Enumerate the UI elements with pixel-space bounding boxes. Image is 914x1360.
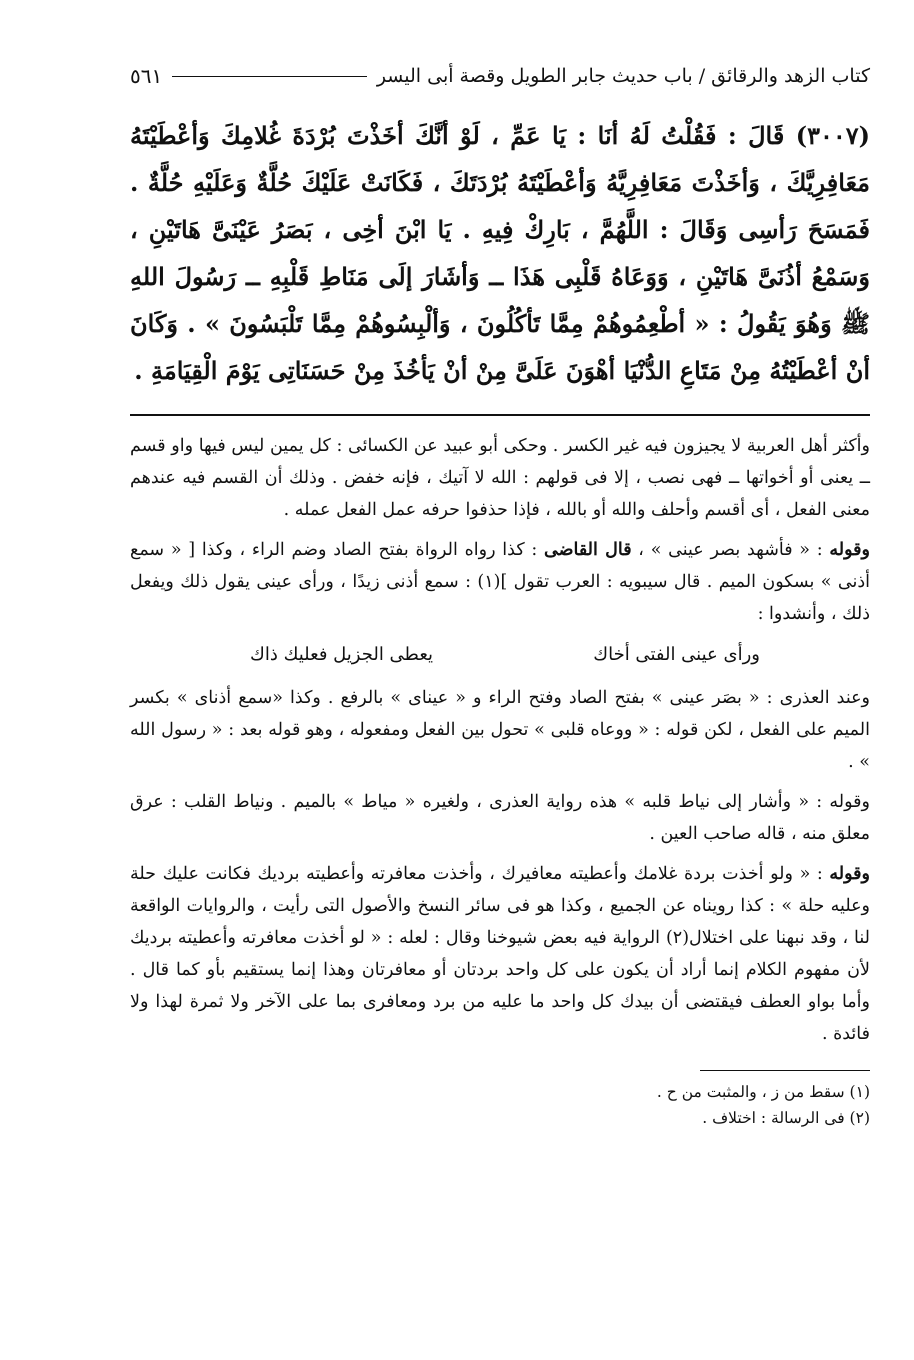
section-divider xyxy=(130,414,870,416)
running-header xyxy=(130,56,870,96)
verse-second-hemistich: يعطى الجزيل فعليك ذاك xyxy=(250,644,434,665)
footnote-rule xyxy=(700,1070,870,1071)
commentary xyxy=(130,430,870,1050)
hadith-text: (٣٠٠٧) قَالَ : فَقُلْتُ لَهُ أنَا : يَا عَمِّ ، لَوْ أنَّكَ أخَذْتَ بُرْدَةَ غُلامِكَ وَأعْطَيْتَهُ مَعَافِرِيَّكَ ، وَأخَذْتَ مَعَافِرِيَّهُ وَأعْطَيْتَهُ بُرْدَتَكَ ، فَكَانَتْ عَلَيْكَ حُلَّةٌ وَعَلَيْهِ حُلَّةٌ . فَمَسَحَ رَأسِى وَقَالَ : اللَّهُمَّ ، بَارِكْ فِيهِ . يَا ابْنَ أخِى ، بَصَرُ عَيْنَىَّ هَاتَيْنِ ، وَسَمْعُ أذُنَىَّ هَاتَيْنِ ، وَوَعَاهُ قَلْبِى هَذَا ــ وَأشَارَ إلَى مَنَاطِ قَلْبِهِ ــ رَسُولَ اللهِ ﷺ وَهُوَ يَقُولُ : « أطْعِمُوهُمْ مِمَّا تَأكُلُونَ ، وَألْبِسُوهُمْ مِمَّا تَلْبَسُونَ » . وَكَانَ أنْ أعْطَيْتُهُ مِنْ مَتَاعِ الدُّنْيَا أهْوَنَ عَلَىَّ مِنْ أنْ يَأخُذَ مِنْ حَسَنَاتِى يَوْمَ الْقِيَامَةِ . xyxy=(130,121,870,385)
commentary-paragraph: وأكثر أهل العربية لا يجيزون فيه غير الكسر . وحكى أبو عبيد عن الكسائى : كل يمين ليس فيها واو قسم ــ يعنى أو أخواتها ــ فهى نصب ، إلا فى قولهم : الله لا آتيك ، فإنه خفض . وذلك أن القسم فيه عندهم معنى الفعل ، أى أقسم وأحلف والله أو بالله ، فإذا حذفوا حرفه عمل الفعل عمله . xyxy=(130,436,870,520)
paragraph-text: : « ولو أخذت بردة غلامك وأعطيته معافيرك ، وأخذت معافرته وأعطيته برديك فكانت عليك حلة وعليه حلة » : كذا رويناه عن الجميع ، وكذا هو فى سائر النسخ والأصول التى رأيت ، والروايات الواقعة لنا ، وقد نبهنا على اختلال(٢) الرواية فيه بعض شيوخنا وقال : لعله : « لو أخذت معافرته وأعطيته برديك لأن مفهوم الكلام إنما أراد أن يكون على كل واحد بردتان أو معافرتان وهذا إنما يستقيم بأو كما قال . وأما بواو العطف فيقتضى أن بيدك كل واحد ما عليه من برد ومعافرى بما على الآخر ولا ثمرة لهذا ولا فائدة . xyxy=(130,864,870,1044)
paragraph-text: : كذا رواه الرواة بفتح الصاد وضم الراء ، وكذا [ « سمع أذنى » بسكون الميم . قال سيبويه : العرب تقول ](١) : سمع أذنى زيدًا ، ورأى عينى يقول ذلك ويفعل ذلك ، وأنشدوا : xyxy=(130,540,870,624)
qadi-label: قال القاضى xyxy=(544,540,632,560)
commentary-paragraph: وقوله : « وأشار إلى نياط قلبه » هذه رواية العذرى ، ولغيره « مياط » بالميم . ونياط القلب : عرق معلق منه ، قاله صاحب العين . xyxy=(130,792,870,844)
footnote: (١) سقط من ز ، والمثبت من ح . xyxy=(656,1083,870,1101)
running-title: كتاب الزهد والرقائق / باب حديث جابر الطويل وقصة أبى اليسر xyxy=(376,65,870,87)
book-page xyxy=(130,56,870,1131)
lead-word: وقوله xyxy=(829,540,870,560)
commentary-paragraph: وعند العذرى : « بصَر عينى » بفتح الصاد وفتح الراء و « عيناى » بالرفع . وكذا «سمع أذناى » بكسر الميم على الفعل ، لكن قوله : « ووعاه قلبى » تحول بين الفعل ومفعوله ، وهو قوله بعد : « رسول الله » . xyxy=(130,688,870,772)
poetry-verse xyxy=(130,638,870,672)
verse-first-hemistich: ورأى عينى الفتى أخاك xyxy=(593,644,760,665)
footnote: (٢) فى الرسالة : اختلاف . xyxy=(702,1109,870,1127)
paragraph-text: : « فأشهد بصر عينى » ، xyxy=(631,540,830,560)
page-number: ٥٦١ xyxy=(130,64,163,88)
header-rule xyxy=(172,76,367,77)
footnotes xyxy=(130,1079,870,1131)
lead-word: وقوله xyxy=(829,864,870,884)
commentary-paragraph xyxy=(130,534,870,630)
commentary-paragraph xyxy=(130,858,870,1050)
